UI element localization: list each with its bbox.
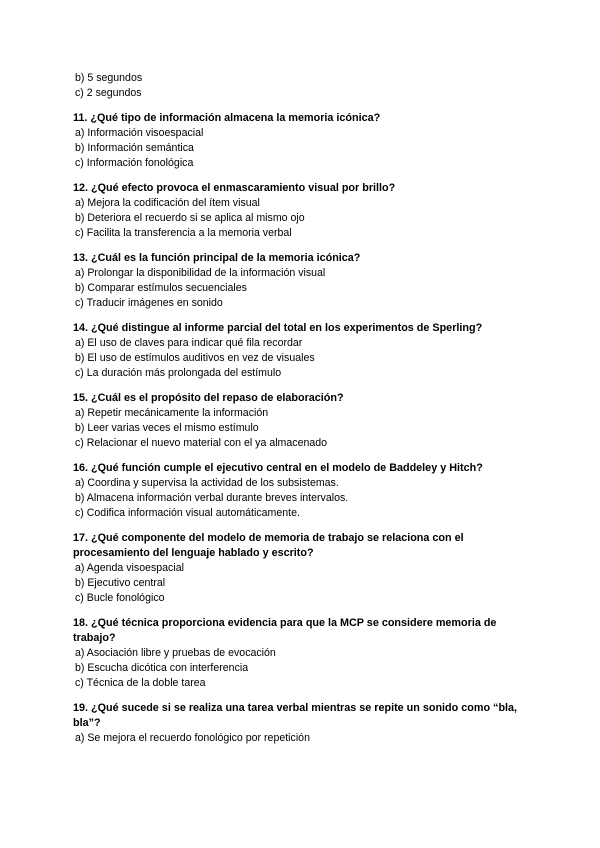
option: b) Ejecutivo central — [75, 577, 166, 589]
question-title: 17. ¿Qué componente del modelo de memoria de trabajo se relaciona con el procesamiento del lenguaje hablado y escrito? — [73, 532, 464, 559]
question-title: 16. ¿Qué función cumple el ejecutivo central en el modelo de Baddeley y Hitch? — [73, 462, 483, 474]
option: c) Información fonológica — [75, 157, 194, 169]
option: c) La duración más prolongada del estímulo — [75, 367, 282, 379]
option: a) Coordina y supervisa la actividad de los subsistemas. — [75, 477, 339, 489]
option: b) Información semántica — [75, 142, 194, 154]
question-19 — [73, 701, 543, 746]
question-title: 19. ¿Qué sucede si se realiza una tarea verbal mientras se repite un sonido como “bla, bla”? — [73, 702, 518, 729]
question-14 — [73, 321, 543, 381]
option: a) Información visoespacial — [75, 127, 204, 139]
option: c) 2 segundos — [75, 87, 142, 99]
option: a) Asociación libre y pruebas de evocación — [75, 647, 276, 659]
option: c) Relacionar el nuevo material con el ya almacenado — [75, 437, 328, 449]
option: c) Traducir imágenes en sonido — [75, 297, 223, 309]
question-title: 14. ¿Qué distingue al informe parcial del total en los experimentos de Sperling? — [73, 322, 483, 334]
question-12 — [73, 181, 543, 241]
leading-options — [73, 71, 543, 101]
option: b) Deteriora el recuerdo si se aplica al mismo ojo — [75, 212, 305, 224]
option: b) 5 segundos — [75, 72, 143, 84]
option: b) El uso de estímulos auditivos en vez de visuales — [75, 352, 315, 364]
question-title: 15. ¿Cuál es el propósito del repaso de elaboración? — [73, 392, 344, 404]
quiz-content — [73, 71, 543, 746]
option: a) Repetir mecánicamente la información — [75, 407, 269, 419]
question-title: 13. ¿Cuál es la función principal de la memoria icónica? — [73, 252, 361, 264]
option: c) Facilita la transferencia a la memoria verbal — [75, 227, 292, 239]
option: a) Agenda visoespacial — [75, 562, 184, 574]
option: c) Bucle fonológico — [75, 592, 165, 604]
option: c) Técnica de la doble tarea — [75, 677, 206, 689]
question-title: 18. ¿Qué técnica proporciona evidencia para que la MCP se considere memoria de trabajo? — [73, 617, 497, 644]
option: a) Se mejora el recuerdo fonológico por repetición — [75, 732, 310, 744]
question-title: 11. ¿Qué tipo de información almacena la memoria icónica? — [73, 112, 381, 124]
question-13 — [73, 251, 543, 311]
option: b) Escucha dicótica con interferencia — [75, 662, 249, 674]
question-11 — [73, 111, 543, 171]
option: c) Codifica información visual automáticamente. — [75, 507, 300, 519]
option: a) El uso de claves para indicar qué fila recordar — [75, 337, 303, 349]
option: b) Leer varias veces el mismo estímulo — [75, 422, 259, 434]
question-title: 12. ¿Qué efecto provoca el enmascaramiento visual por brillo? — [73, 182, 396, 194]
question-17 — [73, 531, 543, 606]
question-16 — [73, 461, 543, 521]
question-15 — [73, 391, 543, 451]
option: a) Prolongar la disponibilidad de la información visual — [75, 267, 326, 279]
option: b) Comparar estímulos secuenciales — [75, 282, 247, 294]
question-18 — [73, 616, 543, 691]
option: a) Mejora la codificación del ítem visual — [75, 197, 260, 209]
option: b) Almacena información verbal durante breves intervalos. — [75, 492, 349, 504]
